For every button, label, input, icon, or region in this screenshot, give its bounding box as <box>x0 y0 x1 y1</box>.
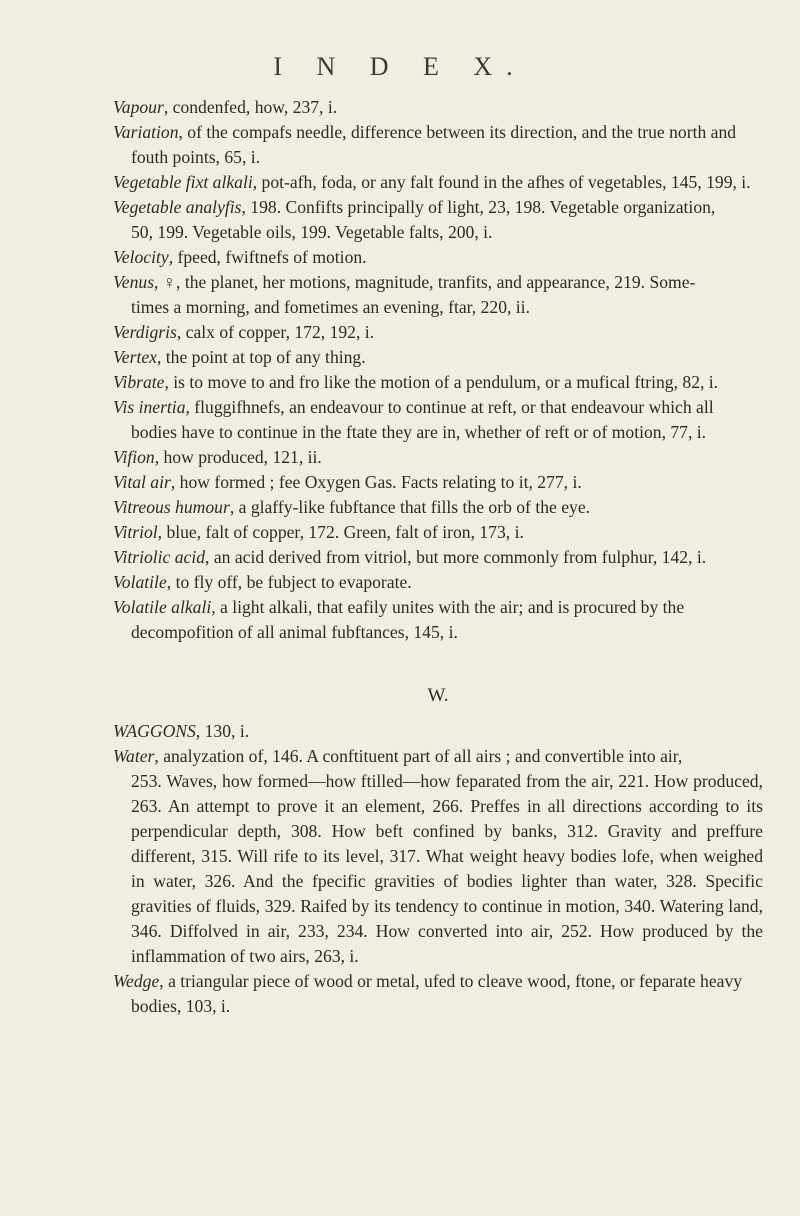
entry-headword: Vegetable fixt alkali <box>113 172 253 192</box>
entry-text: , 198. Confifts principally of light, 23, 198. Vegetable organization, <box>241 197 716 217</box>
page-heading: I N D E X. <box>273 52 527 81</box>
entry-headword: Vital air <box>113 472 171 492</box>
entry-continuation: fouth points, 65, i. <box>131 147 261 167</box>
index-entry <box>113 345 763 370</box>
index-entry <box>113 270 763 320</box>
index-entry <box>113 120 763 170</box>
index-entry <box>113 545 763 570</box>
entry-continuation: 253. Waves, how formed—how ftilled—how feparated from the air, 221. How produced, 263. An attempt to prove it an element, 266. Preffes in all directions according to its perpendicular depth, 308. How beft confined by banks, 312. Gravity and preffure different, 315. Will rife to its level, 317. What weight heavy bodies lofe, when weighed in water, 326. And the fpecific gravities of bodies lighter than water, 328. Specific gravities of fluids, 329. Raifed by its tendency to continue in motion, 340. Watering land, 346. Diffolved in air, 233, 234. How converted into air, 252. How produced by the inflammation of two airs, 263, i. <box>131 771 763 966</box>
entry-headword: Vegetable analyfis <box>113 197 242 217</box>
entry-text: , of the compafs needle, difference between its direction, and the true north and <box>178 122 737 142</box>
entry-text: , fluggifhnefs, an endeavour to continue at reft, or that endeavour which all <box>185 397 714 417</box>
entry-text: , a glaffy-like fubftance that fills the orb of the eye. <box>229 497 591 517</box>
index-entry <box>113 744 763 969</box>
entry-headword: Wedge <box>113 971 160 991</box>
index-entry <box>113 170 763 195</box>
index-entry <box>113 495 763 520</box>
entry-text: , calx of copper, 172, 192, i. <box>176 322 375 342</box>
entry-headword: Venus <box>113 272 155 292</box>
index-entry <box>113 245 763 270</box>
index-entry <box>113 395 763 445</box>
v-entries-list <box>113 95 763 645</box>
entry-continuation: times a morning, and fometimes an evening, ftar, 220, ii. <box>131 297 530 317</box>
entry-text: , 130, i. <box>195 721 250 741</box>
index-entry <box>113 95 763 120</box>
index-entry <box>113 719 763 744</box>
entry-continuation: bodies, 103, i. <box>131 996 231 1016</box>
index-entry <box>113 969 763 1019</box>
entry-text: , condenfed, how, 237, i. <box>163 97 338 117</box>
index-entry <box>113 595 763 645</box>
entry-continuation: decompofition of all animal fubftances, 145, i. <box>131 622 458 642</box>
entry-headword: Water <box>113 746 155 766</box>
entry-headword: Vitriolic acid <box>113 547 206 567</box>
entry-text: , blue, falt of copper, 172. Green, falt of iron, 173, i. <box>157 522 524 542</box>
entry-text: , ♀, the planet, her motions, magnitude, tranfits, and appearance, 219. Some- <box>154 272 696 292</box>
entry-headword: WAGGONS <box>113 721 196 741</box>
entry-text: , an acid derived from vitriol, but more commonly from fulphur, 142, i. <box>205 547 707 567</box>
entry-text: , is to move to and fro like the motion of a pendulum, or a mufical ftring, 82, i. <box>164 372 719 392</box>
entry-continuation: 50, 199. Vegetable oils, 199. Vegetable falts, 200, i. <box>131 222 493 242</box>
entry-continuation: bodies have to continue in the ftate they are in, whether of reft or of motion, 77, i. <box>131 422 707 442</box>
section-letter-w: W. <box>427 685 449 706</box>
index-entry <box>113 570 763 595</box>
index-entry <box>113 445 763 470</box>
entry-headword: Vifion <box>113 447 155 467</box>
index-entry <box>113 370 763 395</box>
entry-headword: Vapour <box>113 97 164 117</box>
entry-text: , a triangular piece of wood or metal, ufed to cleave wood, ftone, or feparate heavy <box>159 971 743 991</box>
index-entry <box>113 320 763 345</box>
entry-headword: Volatile alkali <box>113 597 212 617</box>
entry-headword: Verdigris <box>113 322 177 342</box>
entry-headword: Vitreous humour <box>113 497 230 517</box>
entry-headword: Variation <box>113 122 179 142</box>
entry-headword: Vertex <box>113 347 157 367</box>
index-entries <box>113 95 763 1019</box>
entry-text: , how formed ; fee Oxygen Gas. Facts relating to it, 277, i. <box>170 472 582 492</box>
entry-text: , fpeed, fwiftnefs of motion. <box>168 247 367 267</box>
entry-text: , how produced, 121, ii. <box>154 447 322 467</box>
section-w <box>113 685 763 1019</box>
entry-headword: Vibrate <box>113 372 165 392</box>
entry-headword: Vis inertia <box>113 397 186 417</box>
entry-text: , the point at top of any thing. <box>156 347 366 367</box>
index-entry <box>113 470 763 495</box>
entry-headword: Velocity <box>113 247 169 267</box>
index-entry <box>113 195 763 245</box>
entry-text: , to fly off, be fubject to evaporate. <box>166 572 412 592</box>
entry-text: , a light alkali, that eafily unites with the air; and is procured by the <box>211 597 685 617</box>
index-entry <box>113 520 763 545</box>
w-entries-list <box>113 719 763 1019</box>
entry-text: , analyzation of, 146. A conftituent part of all airs ; and convertible into air, <box>154 746 683 766</box>
entry-headword: Volatile <box>113 572 167 592</box>
entry-headword: Vitriol <box>113 522 158 542</box>
entry-text: , pot-afh, foda, or any falt found in the afhes of vegetables, 145, 199, i. <box>252 172 751 192</box>
